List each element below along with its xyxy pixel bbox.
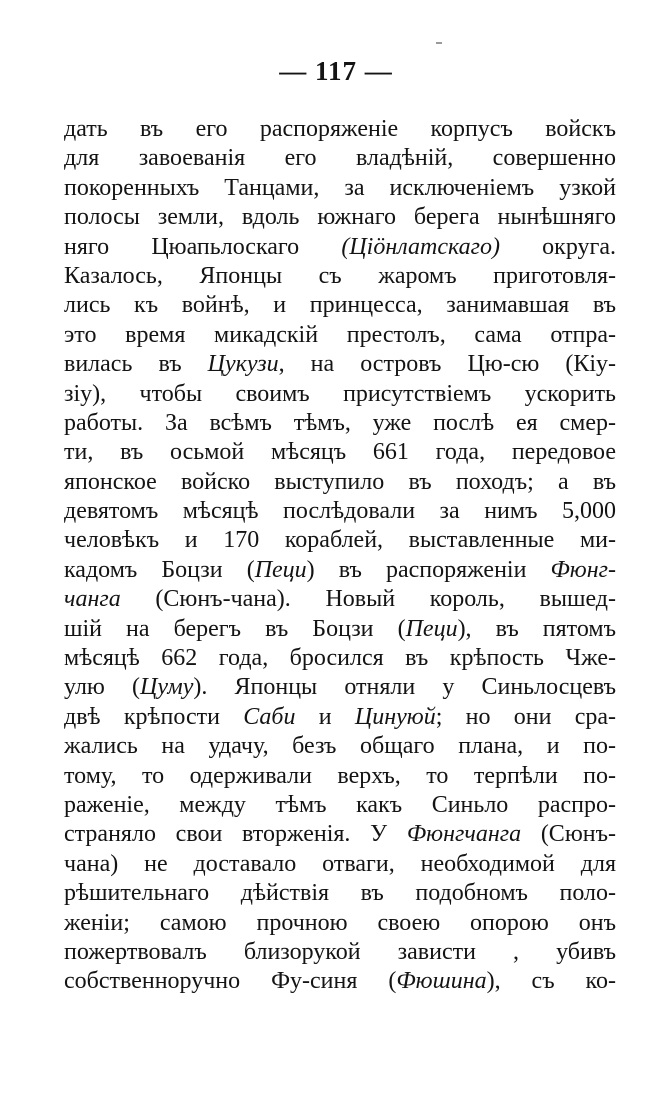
text-line: [64, 203, 616, 232]
text-line: [64, 879, 616, 908]
text-line: [64, 233, 616, 262]
text-segment: зіу), чтобы своимъ присутствіемъ ускорить: [64, 380, 616, 407]
text-segment: рѣшительнаго дѣйствія въ подобномъ поло-: [64, 880, 616, 907]
text-line: [64, 791, 616, 820]
text-segment: ). Японцы отняли у Синьлосцевъ: [193, 674, 616, 701]
text-segment: работы. За всѣмъ тѣмъ, уже послѣ ея смер-: [64, 409, 616, 436]
text-segment: (Сюнъ-чана). Новый король, вышед-: [120, 586, 616, 613]
italic-term: Цуму: [140, 674, 194, 701]
text-line: [64, 438, 616, 467]
text-segment: покоренныхъ Танцами, за исключеніемъ узкой: [64, 174, 616, 201]
italic-term: Саби: [243, 703, 296, 730]
italic-term: Фюнгчанга: [406, 821, 522, 848]
text-segment: округа.: [499, 233, 616, 260]
body-text: [64, 115, 616, 997]
text-segment: улю (: [64, 674, 140, 701]
text-segment: человѣкъ и 170 кораблей, выставленные ми-: [64, 527, 616, 554]
text-segment: кадомъ Боцзи (: [64, 556, 255, 583]
text-segment: и: [295, 703, 355, 730]
text-line: [64, 380, 616, 409]
text-segment: няго Цюапьлоскаго: [64, 233, 342, 260]
text-segment: ; но они сра-: [435, 703, 616, 730]
text-segment: мѣсяцѣ 662 года, бросился въ крѣпость Чже-: [64, 645, 616, 672]
print-speck: [436, 42, 442, 44]
text-line: [64, 409, 616, 438]
text-line: [64, 732, 616, 761]
text-segment: это время микадскій престолъ, сама отпра-: [64, 321, 616, 348]
text-line: [64, 820, 616, 849]
italic-term: Пеци: [254, 556, 307, 583]
text-line: [64, 585, 616, 614]
text-segment: , на островъ Цю-сю (Кіу-: [278, 351, 616, 378]
text-line: [64, 673, 616, 702]
italic-term: Фюшина: [396, 968, 487, 995]
text-segment: вилась въ: [64, 351, 208, 378]
text-segment: ) въ распоряженіи: [306, 556, 551, 583]
italic-term: Цинуюй: [354, 703, 436, 730]
text-line: [64, 115, 616, 144]
text-segment: пожертвовалъ близорукой зависти , убивъ: [64, 938, 616, 965]
page-number: — 117 —: [279, 56, 393, 86]
text-segment: тому, то одерживали верхъ, то терпѣли по-: [64, 762, 616, 789]
text-segment: шій на берегъ въ Боцзи (: [64, 615, 406, 642]
text-line: [64, 850, 616, 879]
text-line: [64, 350, 616, 379]
text-segment: страняло свои вторженія. У: [64, 821, 407, 848]
text-line: [64, 291, 616, 320]
text-segment: лись къ войнѣ, и принцесса, занимавшая въ: [64, 292, 616, 319]
text-segment: собственноручно Фу-синя (: [64, 968, 397, 995]
text-line: [64, 644, 616, 673]
text-line: [64, 909, 616, 938]
text-line: [64, 468, 616, 497]
text-segment: полосы земли, вдоль южнаго берега нынѣшняго: [64, 204, 616, 231]
text-segment: двѣ крѣпости: [64, 703, 244, 730]
text-line: [64, 556, 616, 585]
text-segment: чана) не доставало отваги, необходимой для: [64, 850, 616, 877]
text-line: [64, 174, 616, 203]
text-line: [64, 703, 616, 732]
italic-term: Пеци: [405, 615, 458, 642]
text-segment: раженіе, между тѣмъ какъ Синьло распро-: [64, 791, 616, 818]
text-segment: жались на удачу, безъ общаго плана, и по-: [64, 733, 616, 760]
text-segment: (Сюнъ-: [521, 821, 616, 848]
text-line: [64, 321, 616, 350]
text-segment: ), въ пятомъ: [457, 615, 616, 642]
text-line: [64, 497, 616, 526]
text-line: [64, 762, 616, 791]
text-line: [64, 615, 616, 644]
italic-term: Цукузи: [207, 351, 279, 378]
text-segment: ), съ ко-: [486, 968, 616, 995]
italic-term: Фюнг-: [550, 556, 616, 583]
text-segment: для завоеванія его владѣній, совершенно: [64, 145, 616, 172]
text-line: [64, 938, 616, 967]
text-segment: дать въ его распоряженіе корпусъ войскъ: [64, 116, 616, 142]
italic-term: (Цiöнлатскаго): [341, 233, 500, 260]
text-segment: ти, въ осьмой мѣсяцъ 661 года, передовое: [64, 439, 616, 466]
text-segment: девятомъ мѣсяцѣ послѣдовали за нимъ 5,000: [64, 498, 616, 525]
text-line: [64, 144, 616, 173]
text-line: [64, 262, 616, 291]
text-segment: японское войско выступило въ походъ; а въ: [64, 468, 616, 495]
text-segment: Казалось, Японцы съ жаромъ приготовля-: [64, 262, 616, 289]
italic-term: чанга: [64, 586, 121, 613]
text-line: [64, 967, 616, 996]
text-line: [64, 526, 616, 555]
text-segment: женіи; самою прочною своею опорою онъ: [64, 909, 616, 936]
